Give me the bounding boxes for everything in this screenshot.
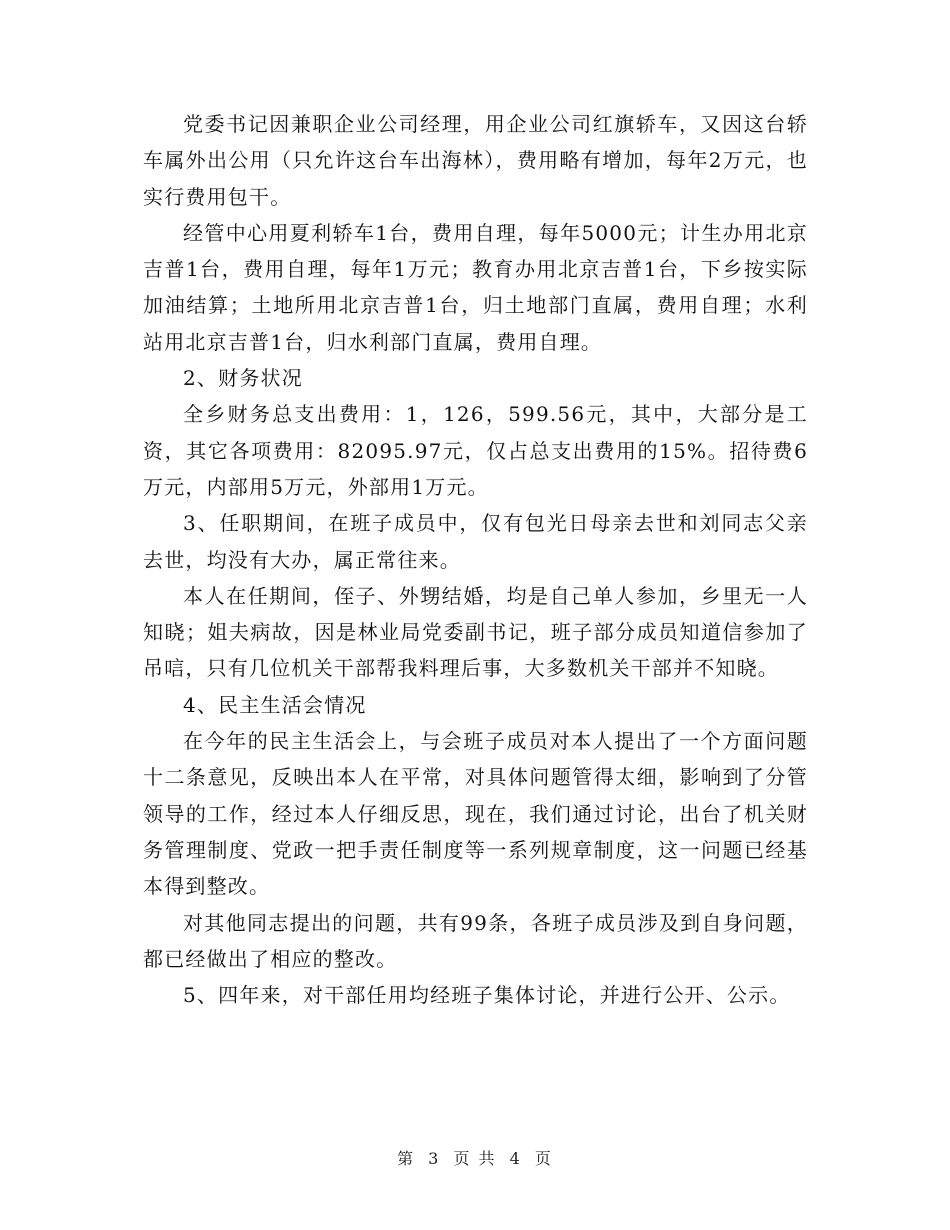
page-footer [0,1146,950,1169]
paragraph: 经管中心用夏利轿车1台，费用自理，每年5000元；计生办用北京吉普1台，费用自理，每年1万元；教育办用北京吉普1台，下乡按实际加油结算；土地所用北京吉普1台，归土地部门直属，费用自理；水利站用北京吉普1台，归水利部门直属，费用自理。 [143,220,808,354]
paragraph: 党委书记因兼职企业公司经理，用企业公司红旗轿车，又因这台轿车属外出公用（只允许这台车出海林），费用略有增加，每年2万元，也实行费用包干。 [143,112,808,209]
document-body [143,106,808,1013]
paragraph: 5、四年来，对干部任用均经班子集体讨论，并进行公开、公示。 [183,983,791,1008]
footer-page-number: 3 [428,1149,441,1168]
paragraph: 在今年的民主生活会上，与会班子成员对本人提出了一个方面问题十二条意见，反映出本人在平常，对具体问题管得太细，影响到了分管领导的工作，经过本人仔细反思，现在，我们通过讨论，出台了机关财务管理制度、党政一把手责任制度等一系列规章制度，这一问题已经基本得到整改。 [143,729,808,899]
footer-suffix: 页 [534,1149,553,1168]
paragraph: 3、任职期间，在班子成员中，仅有包光日母亲去世和刘同志父亲去世，均没有大办，属正常往来。 [143,511,808,572]
footer-total-pages: 4 [509,1149,522,1168]
paragraph: 全乡财务总支出费用：1，126，599.56元，其中，大部分是工资，其它各项费用：82095.97元，仅占总支出费用的15%。招待费6万元，内部用5万元，外部用1万元。 [143,402,808,499]
footer-middle: 页 共 [453,1149,497,1168]
footer-prefix: 第 [397,1149,416,1168]
section-heading: 2、财务状况 [183,366,303,391]
paragraph: 对其他同志提出的问题，共有99条，各班子成员涉及到自身问题，都已经做出了相应的整改。 [143,910,808,971]
section-heading: 4、民主生活会情况 [183,692,367,717]
paragraph: 本人在任期间，侄子、外甥结婚，均是自己单人参加，乡里无一人知晓；姐夫病故，因是林业局党委副书记，班子部分成员知道信参加了吊唁，只有几位机关干部帮我料理后事，大多数机关干部并不知晓。 [143,583,808,681]
